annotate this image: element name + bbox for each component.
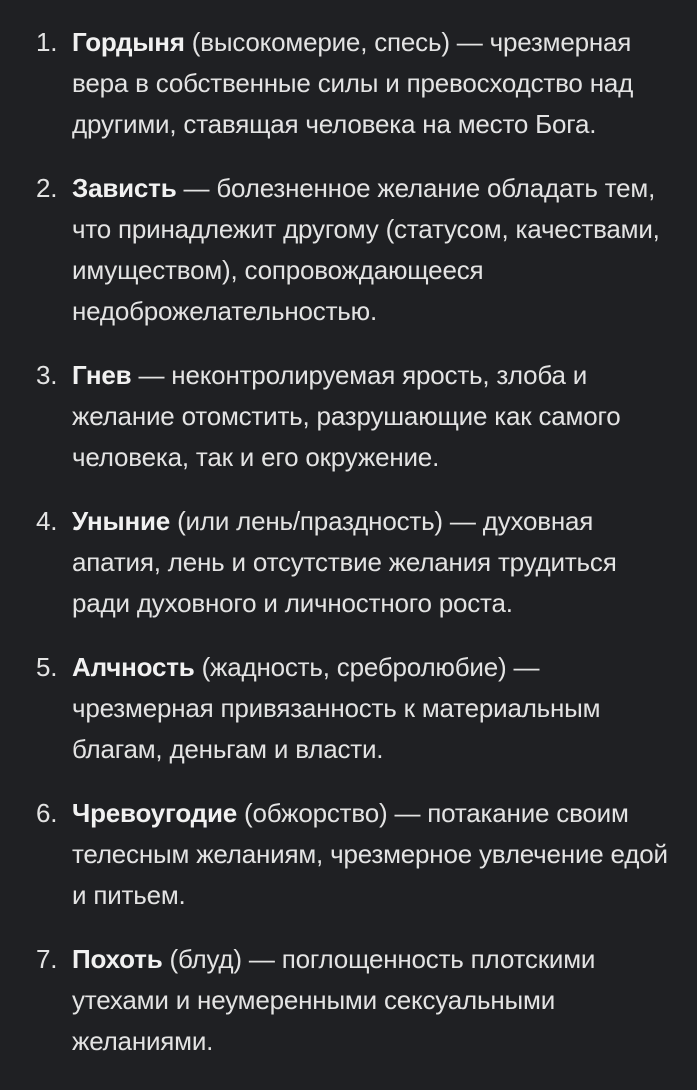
item-description: (жадность, сребролюбие) — чрезмерная привязанность к материальным благам, деньгам и власти. <box>72 652 601 764</box>
list-item <box>0 793 697 916</box>
list-item <box>0 501 697 624</box>
item-number: 4. <box>36 506 58 536</box>
item-description: (блуд) — поглощенность плотскими утехами и неумеренными сексуальными желаниями. <box>72 944 596 1056</box>
item-number: 7. <box>36 944 58 974</box>
list-item <box>0 939 697 1062</box>
list-item <box>0 647 697 770</box>
item-number: 2. <box>36 173 58 203</box>
item-term: Чревоугодие <box>72 798 238 828</box>
item-term: Зависть <box>72 173 177 203</box>
item-description: — болезненное желание обладать тем, что принадлежит другому (статусом, качествами, имуществом), сопровождающееся недоброжелательностью. <box>72 173 660 326</box>
list-item <box>0 355 697 478</box>
item-term: Похоть <box>72 944 163 974</box>
item-number: 5. <box>36 652 58 682</box>
item-term: Уныние <box>72 506 171 536</box>
item-description: (высокомерие, спесь) — чрезмерная вера в собственные силы и превосходство над другими, ставящая человека на место Бога. <box>72 27 634 139</box>
item-number: 1. <box>36 27 58 57</box>
item-number: 3. <box>36 360 58 390</box>
item-number: 6. <box>36 798 58 828</box>
item-term: Гнев <box>72 360 132 390</box>
list-item <box>0 22 697 145</box>
item-description: (обжорство) — потакание своим телесным желаниям, чрезмерное увлечение едой и питьем. <box>72 798 668 910</box>
item-description: (или лень/праздность) — духовная апатия, лень и отсутствие желания трудиться ради духовного и личностного роста. <box>72 506 617 618</box>
list-item <box>0 168 697 332</box>
item-description: — неконтролируемая ярость, злоба и желание отомстить, разрушающие как самого человека, так и его окружение. <box>72 360 621 472</box>
item-term: Алчность <box>72 652 195 682</box>
item-term: Гордыня <box>72 27 185 57</box>
